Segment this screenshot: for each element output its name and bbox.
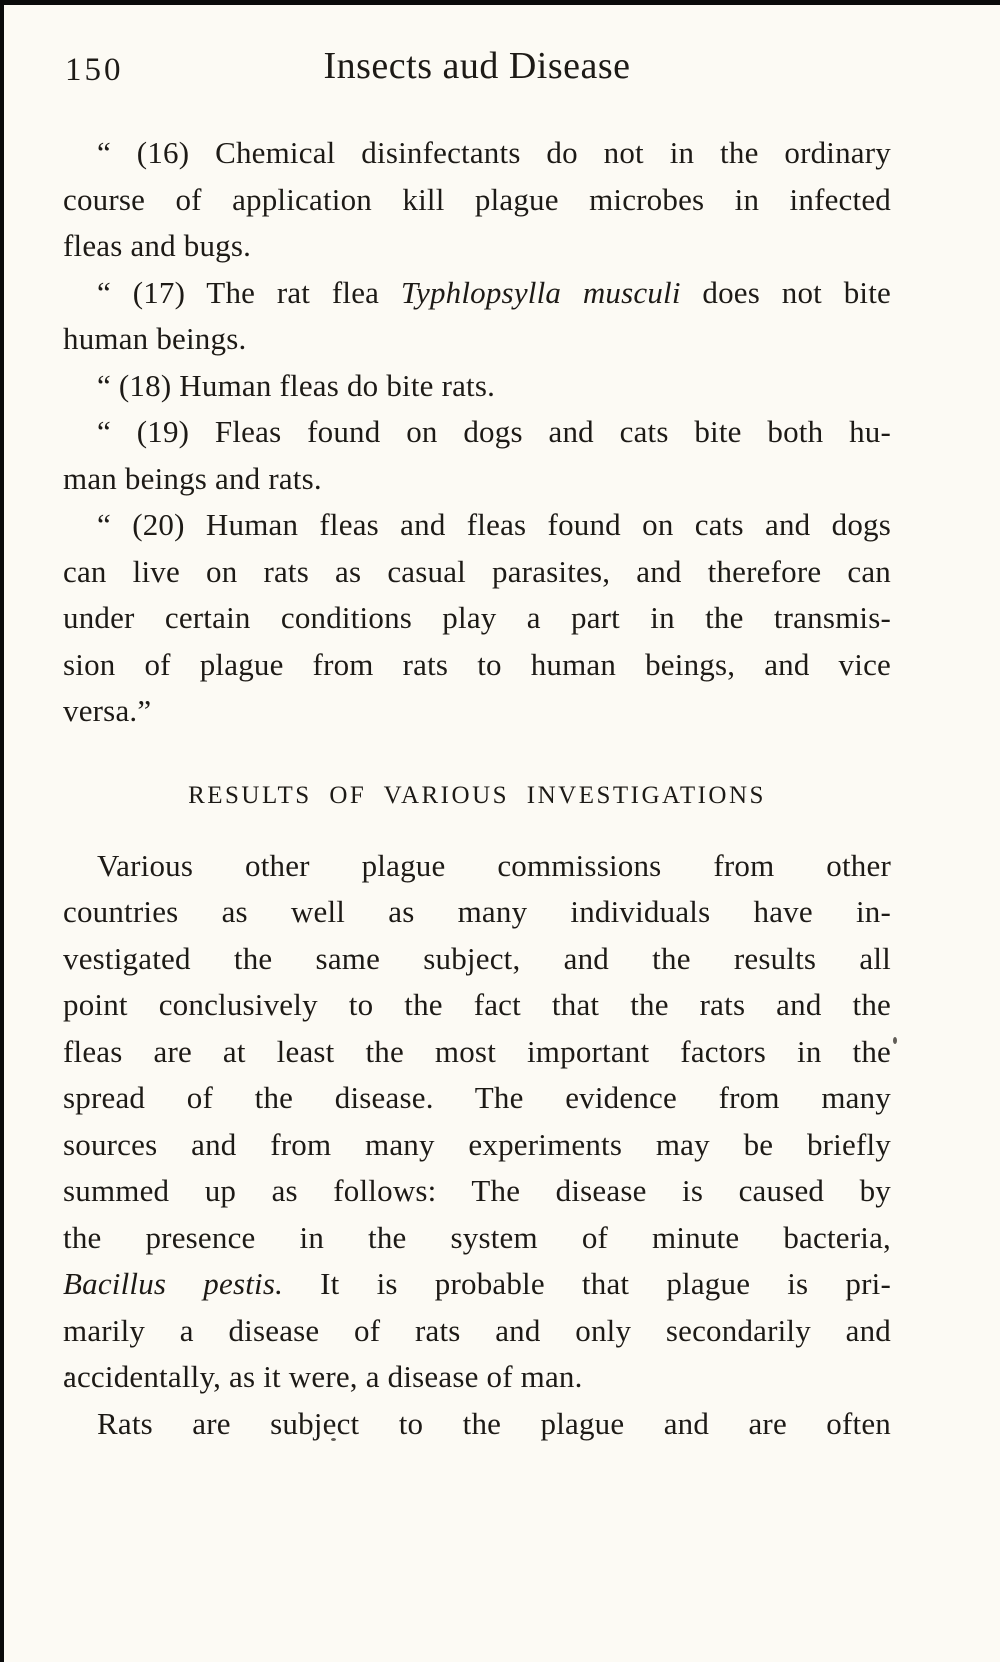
text-line <box>63 1168 891 1215</box>
text-line <box>63 936 891 983</box>
section-heading: RESULTS OF VARIOUS INVESTIGATIONS <box>188 781 766 809</box>
italic-text-segment: Typhlopsylla musculi <box>400 274 681 310</box>
text-line <box>63 642 891 689</box>
text-line <box>63 595 891 642</box>
text-line <box>63 688 891 735</box>
text-segment: fleas are at least the most important factors in the <box>63 1033 891 1069</box>
text-segment: summed up as follows: The disease is caused by <box>63 1173 891 1208</box>
paragraph <box>63 270 891 363</box>
italic-text-segment: Bacillus pestis. <box>63 1266 284 1301</box>
text-line <box>63 549 891 596</box>
text-segment: vestigated the same subject, and the results all <box>63 940 891 976</box>
text-line <box>63 502 891 549</box>
text-segment: “ (17) The rat flea <box>97 274 401 310</box>
text-segment: versa.” <box>63 693 152 728</box>
text-segment: man beings and rats. <box>63 460 322 496</box>
page-header <box>63 44 891 92</box>
running-title: Insects aud Disease <box>323 45 631 87</box>
text-line <box>63 316 891 363</box>
text-segment: human beings. <box>63 321 247 356</box>
text-segment: sion of plague from rats to human beings, and vice <box>63 646 891 682</box>
text-segment: spread of the disease. The evidence from many <box>63 1080 891 1115</box>
text-line <box>63 889 891 936</box>
text-segment: “ (19) Fleas found on dogs and cats bite both hu- <box>97 414 891 449</box>
text-line <box>63 1401 891 1448</box>
text-line <box>63 363 891 410</box>
text-line <box>63 843 891 890</box>
text-line <box>63 1122 891 1169</box>
text-line <box>63 409 891 456</box>
text-line <box>63 270 891 317</box>
text-segment: “ (18) Human fleas do bite rats. <box>97 367 496 403</box>
text-segment: Rats are subject to the plague and are often <box>97 1405 891 1441</box>
text-segment: sources and from many experiments may be briefly <box>63 1126 891 1162</box>
text-segment: It is probable that plague is pri- <box>283 1266 891 1301</box>
text-line <box>63 1261 891 1308</box>
paragraph <box>63 1401 891 1448</box>
text-segment: marily a disease of rats and only secondarily and <box>63 1312 891 1348</box>
scan-edge-top <box>0 0 1000 5</box>
text-segment: does not bite <box>680 274 891 310</box>
text-line <box>63 982 891 1029</box>
text-line <box>63 177 891 224</box>
scan-artifact <box>893 1037 897 1044</box>
paragraph <box>63 502 891 735</box>
page-number: 150 <box>65 52 124 88</box>
text-segment: course of application kill plague microbes in infected <box>63 181 891 217</box>
paragraph <box>63 409 891 502</box>
text-line <box>63 1308 891 1355</box>
text-segment: Various other plague commissions from other <box>97 847 891 883</box>
scan-edge-left <box>0 0 4 1662</box>
text-line <box>63 1075 891 1122</box>
text-segment: countries as well as many individuals have in- <box>63 894 891 929</box>
body-text <box>63 130 891 1447</box>
text-segment: “ (16) Chemical disinfectants do not in the ordinary <box>97 135 891 170</box>
text-segment: accidentally, as it were, a disease of man. <box>63 1359 583 1394</box>
text-line <box>63 1215 891 1262</box>
text-line <box>63 223 891 270</box>
text-line <box>63 1029 891 1076</box>
text-segment: fleas and bugs. <box>63 228 252 263</box>
text-segment: can live on rats as casual parasites, and therefore can <box>63 553 891 589</box>
text-segment: point conclusively to the fact that the rats and the <box>63 987 891 1022</box>
text-segment: “ (20) Human fleas and fleas found on cats and dogs <box>97 507 891 542</box>
text-segment: under certain conditions play a part in the transmis- <box>63 600 891 635</box>
text-line <box>63 130 891 177</box>
paragraph <box>63 843 891 1401</box>
text-block <box>63 44 891 1447</box>
text-line <box>63 456 891 503</box>
paragraph <box>63 363 891 410</box>
paragraph <box>63 130 891 270</box>
text-segment: the presence in the system of minute bacteria, <box>63 1219 891 1255</box>
text-line <box>63 1354 891 1401</box>
